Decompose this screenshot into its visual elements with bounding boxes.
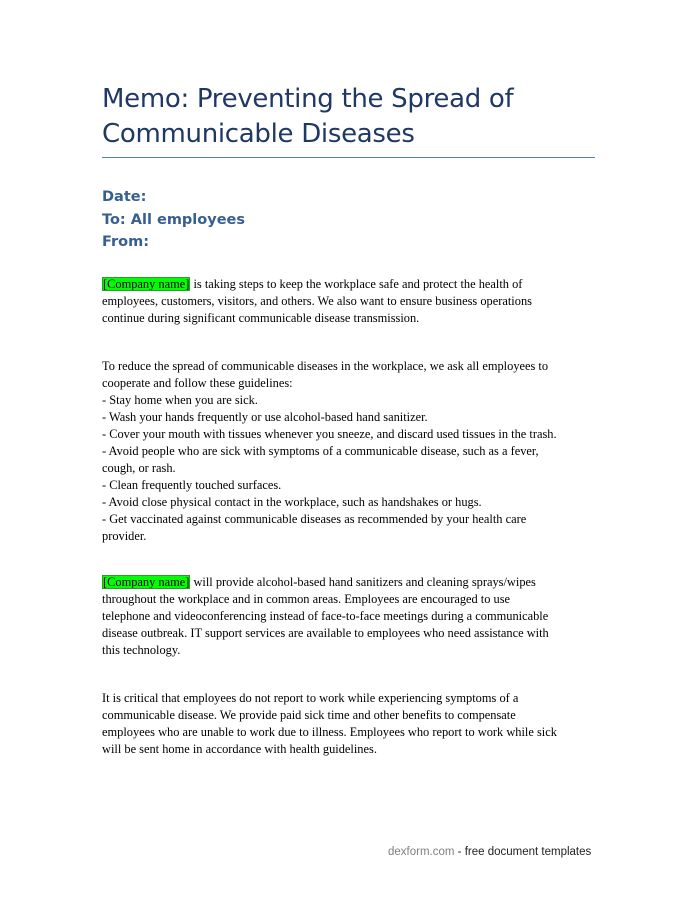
guideline-item: cough, or rash. [102, 461, 176, 475]
title-underline-divider [102, 157, 595, 158]
memo-header-fields [102, 186, 245, 254]
company-name-placeholder[interactable]: [Company name] [103, 277, 190, 291]
paragraph-line: telephone and videoconferencing instead of face-to-face meetings during a communicable [102, 609, 549, 623]
guideline-item: - Stay home when you are sick. [102, 393, 258, 407]
paragraph-line: continue during significant communicable disease transmission. [102, 311, 420, 325]
resources-paragraph [102, 574, 597, 659]
paragraph-line: cooperate and follow these guidelines: [102, 376, 293, 390]
paragraph-line: disease outbreak. IT support services are available to employees who need assistance with [102, 626, 549, 640]
guideline-item: - Get vaccinated against communicable diseases as recommended by your health care [102, 512, 527, 526]
paragraph-line: It is critical that employees do not report to work while experiencing symptoms of a [102, 691, 519, 705]
guideline-item: - Avoid close physical contact in the workplace, such as handshakes or hugs. [102, 495, 482, 509]
paragraph-line: throughout the workplace and in common areas. Employees are encouraged to use [102, 592, 511, 606]
guideline-item: - Clean frequently touched surfaces. [102, 478, 282, 492]
paragraph-line: this technology. [102, 643, 181, 657]
memo-title-line-1: Memo: Preventing the Spread of [102, 84, 514, 114]
paragraph-line: To reduce the spread of communicable diseases in the workplace, we ask all employees to [102, 359, 549, 373]
company-name-placeholder[interactable]: [Company name] [103, 575, 190, 589]
sick-policy-paragraph [102, 690, 597, 758]
guideline-item: - Cover your mouth with tissues whenever you sneeze, and discard used tissues in the trash. [102, 427, 557, 441]
page-footer [388, 846, 591, 858]
guideline-item: - Wash your hands frequently or use alcohol-based hand sanitizer. [102, 410, 428, 424]
guideline-item: - Avoid people who are sick with symptoms of a communicable disease, such as a fever, [102, 444, 539, 458]
paragraph-line: will be sent home in accordance with health guidelines. [102, 742, 377, 756]
paragraph-line: employees who are unable to work due to illness. Employees who report to work while sick [102, 725, 557, 739]
from-field-label: From: [102, 234, 149, 250]
guideline-item: provider. [102, 529, 147, 543]
paragraph-line [102, 574, 597, 591]
paragraph-line: employees, customers, visitors, and others. We also want to ensure business operations [102, 294, 532, 308]
guidelines-paragraph [102, 358, 597, 545]
paragraph-line [102, 276, 597, 293]
intro-paragraph [102, 276, 597, 327]
paragraph-text: will provide alcohol-based hand sanitizers and cleaning sprays/wipes [190, 575, 536, 589]
paragraph-line: communicable disease. We provide paid sick time and other benefits to compensate [102, 708, 516, 722]
memo-title [102, 82, 602, 152]
memo-title-line-2: Communicable Diseases [102, 119, 415, 149]
to-field-label: To: All employees [102, 211, 245, 228]
paragraph-text: is taking steps to keep the workplace safe and protect the health of [190, 277, 523, 291]
date-field-label: Date: [102, 189, 147, 205]
footer-brand-link[interactable]: dexform.com [388, 846, 455, 858]
footer-tagline: - free document templates [454, 846, 592, 858]
